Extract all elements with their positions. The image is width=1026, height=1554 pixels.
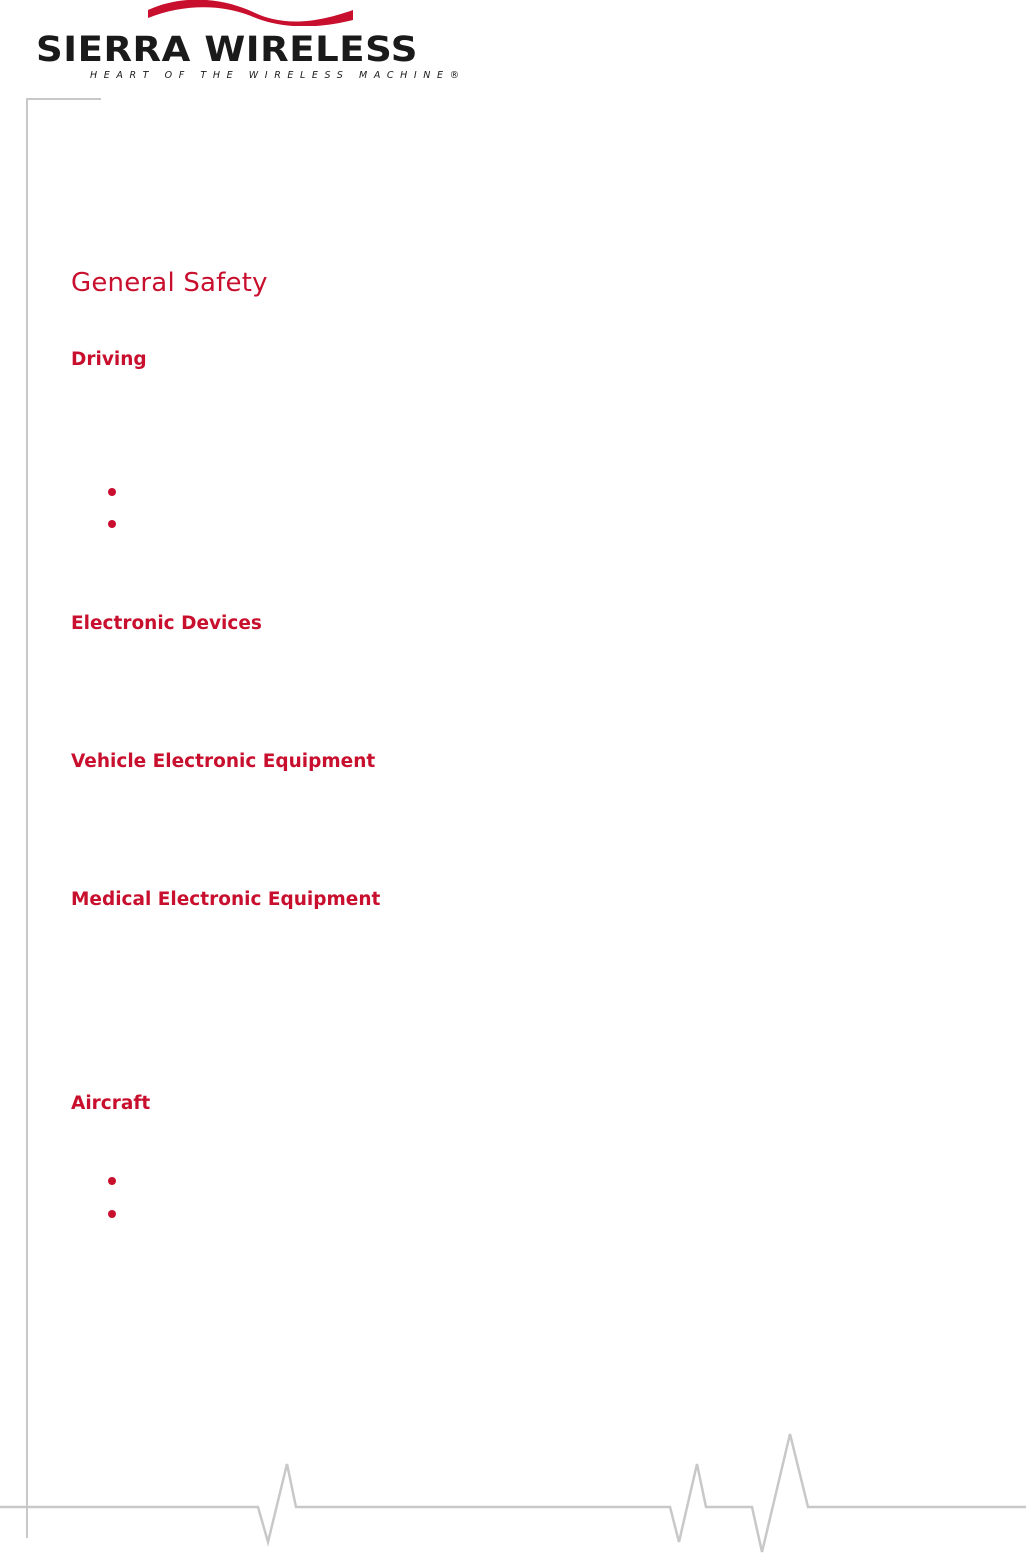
section-heading-medical-electronic-equipment: Medical Electronic Equipment: [71, 889, 381, 910]
logo-tagline: HEART OF THE WIRELESS MACHINE®: [90, 70, 466, 81]
logo-swoosh-icon: [148, 0, 353, 26]
section-heading-vehicle-electronic-equipment: Vehicle Electronic Equipment: [71, 751, 376, 772]
section-heading-electronic-devices: Electronic Devices: [71, 613, 262, 634]
bullet-icon: [108, 520, 116, 528]
bullet-icon: [108, 1177, 116, 1185]
bullet-icon: [108, 488, 116, 496]
brand-logo: [36, 0, 466, 90]
page-title: General Safety: [71, 268, 268, 298]
section-heading-driving: Driving: [71, 349, 147, 370]
frame-left-rule: [26, 98, 28, 1538]
footer-pulse-line-icon: [0, 1430, 1026, 1554]
logo-wordmark: SIERRA WIRELESS: [36, 30, 418, 70]
frame-top-rule: [26, 98, 101, 100]
bullet-icon: [108, 1210, 116, 1218]
section-heading-aircraft: Aircraft: [71, 1093, 151, 1114]
